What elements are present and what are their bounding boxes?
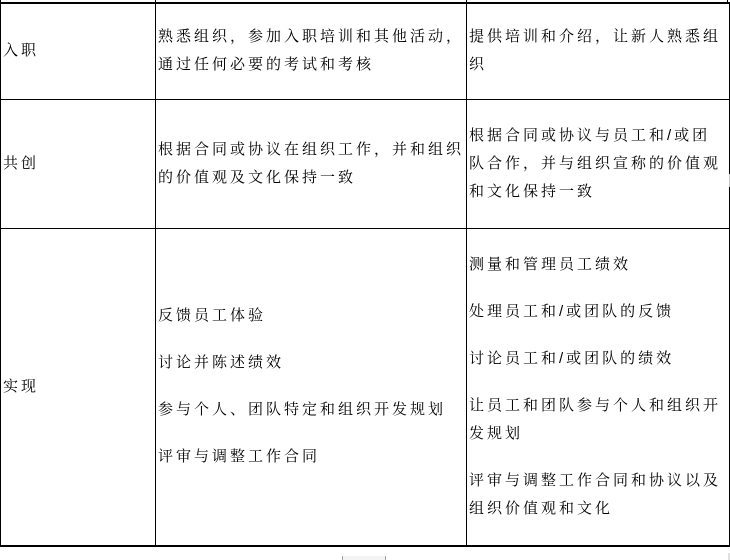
- table-row-deliver: [1, 228, 730, 546]
- organization-cell-onboarding[interactable]: [467, 3, 730, 99]
- employee-cell-onboarding[interactable]: [156, 3, 467, 99]
- paragraph: 根据合同或协议与员工和/或团队合作，并与组织宣称的价值观和文化保持一致: [469, 126, 722, 200]
- table-row-onboarding: [1, 3, 730, 99]
- paragraph: 反馈员工体验: [158, 307, 267, 325]
- row-label-cell-onboarding[interactable]: 入职: [1, 3, 156, 99]
- organization-cell-cocreate[interactable]: [467, 99, 730, 228]
- row-label-cell-deliver[interactable]: 实现: [1, 228, 156, 546]
- paragraph: 评审与调整工作合同和协议以及组织价值观和文化: [469, 471, 722, 517]
- row-label-cell-cocreate[interactable]: 共创: [1, 99, 156, 228]
- table-row-cocreate: [1, 99, 730, 228]
- paragraph: 评审与调整工作合同: [158, 448, 321, 466]
- paragraph: 根据合同或协议在组织工作，并和组织的价值观及文化保持一致: [158, 140, 465, 186]
- employee-cell-deliver[interactable]: [156, 228, 467, 546]
- paragraph: 讨论并陈述绩效: [158, 354, 285, 372]
- employee-cell-cocreate[interactable]: [156, 99, 467, 228]
- paragraph: 测量和管理员工绩效: [469, 255, 632, 273]
- paragraph: 参与个人、团队特定和组织开发规划: [158, 401, 447, 419]
- paragraph: 熟悉组织，参加入职培训和其他活动，通过任何必要的考试和考核: [158, 28, 465, 74]
- paragraph: 处理员工和/或团队的反馈: [469, 302, 675, 320]
- paragraph: 提供培训和介绍，让新人熟悉组织: [469, 28, 722, 74]
- responsibilities-table: [0, 2, 730, 547]
- paragraph: 讨论员工和/或团队的绩效: [469, 349, 675, 367]
- paragraph: 让员工和团队参与个人和组织开发规划: [469, 396, 722, 442]
- horizontal-scrollbar-thumb[interactable]: [342, 556, 386, 560]
- organization-cell-deliver[interactable]: [467, 228, 730, 546]
